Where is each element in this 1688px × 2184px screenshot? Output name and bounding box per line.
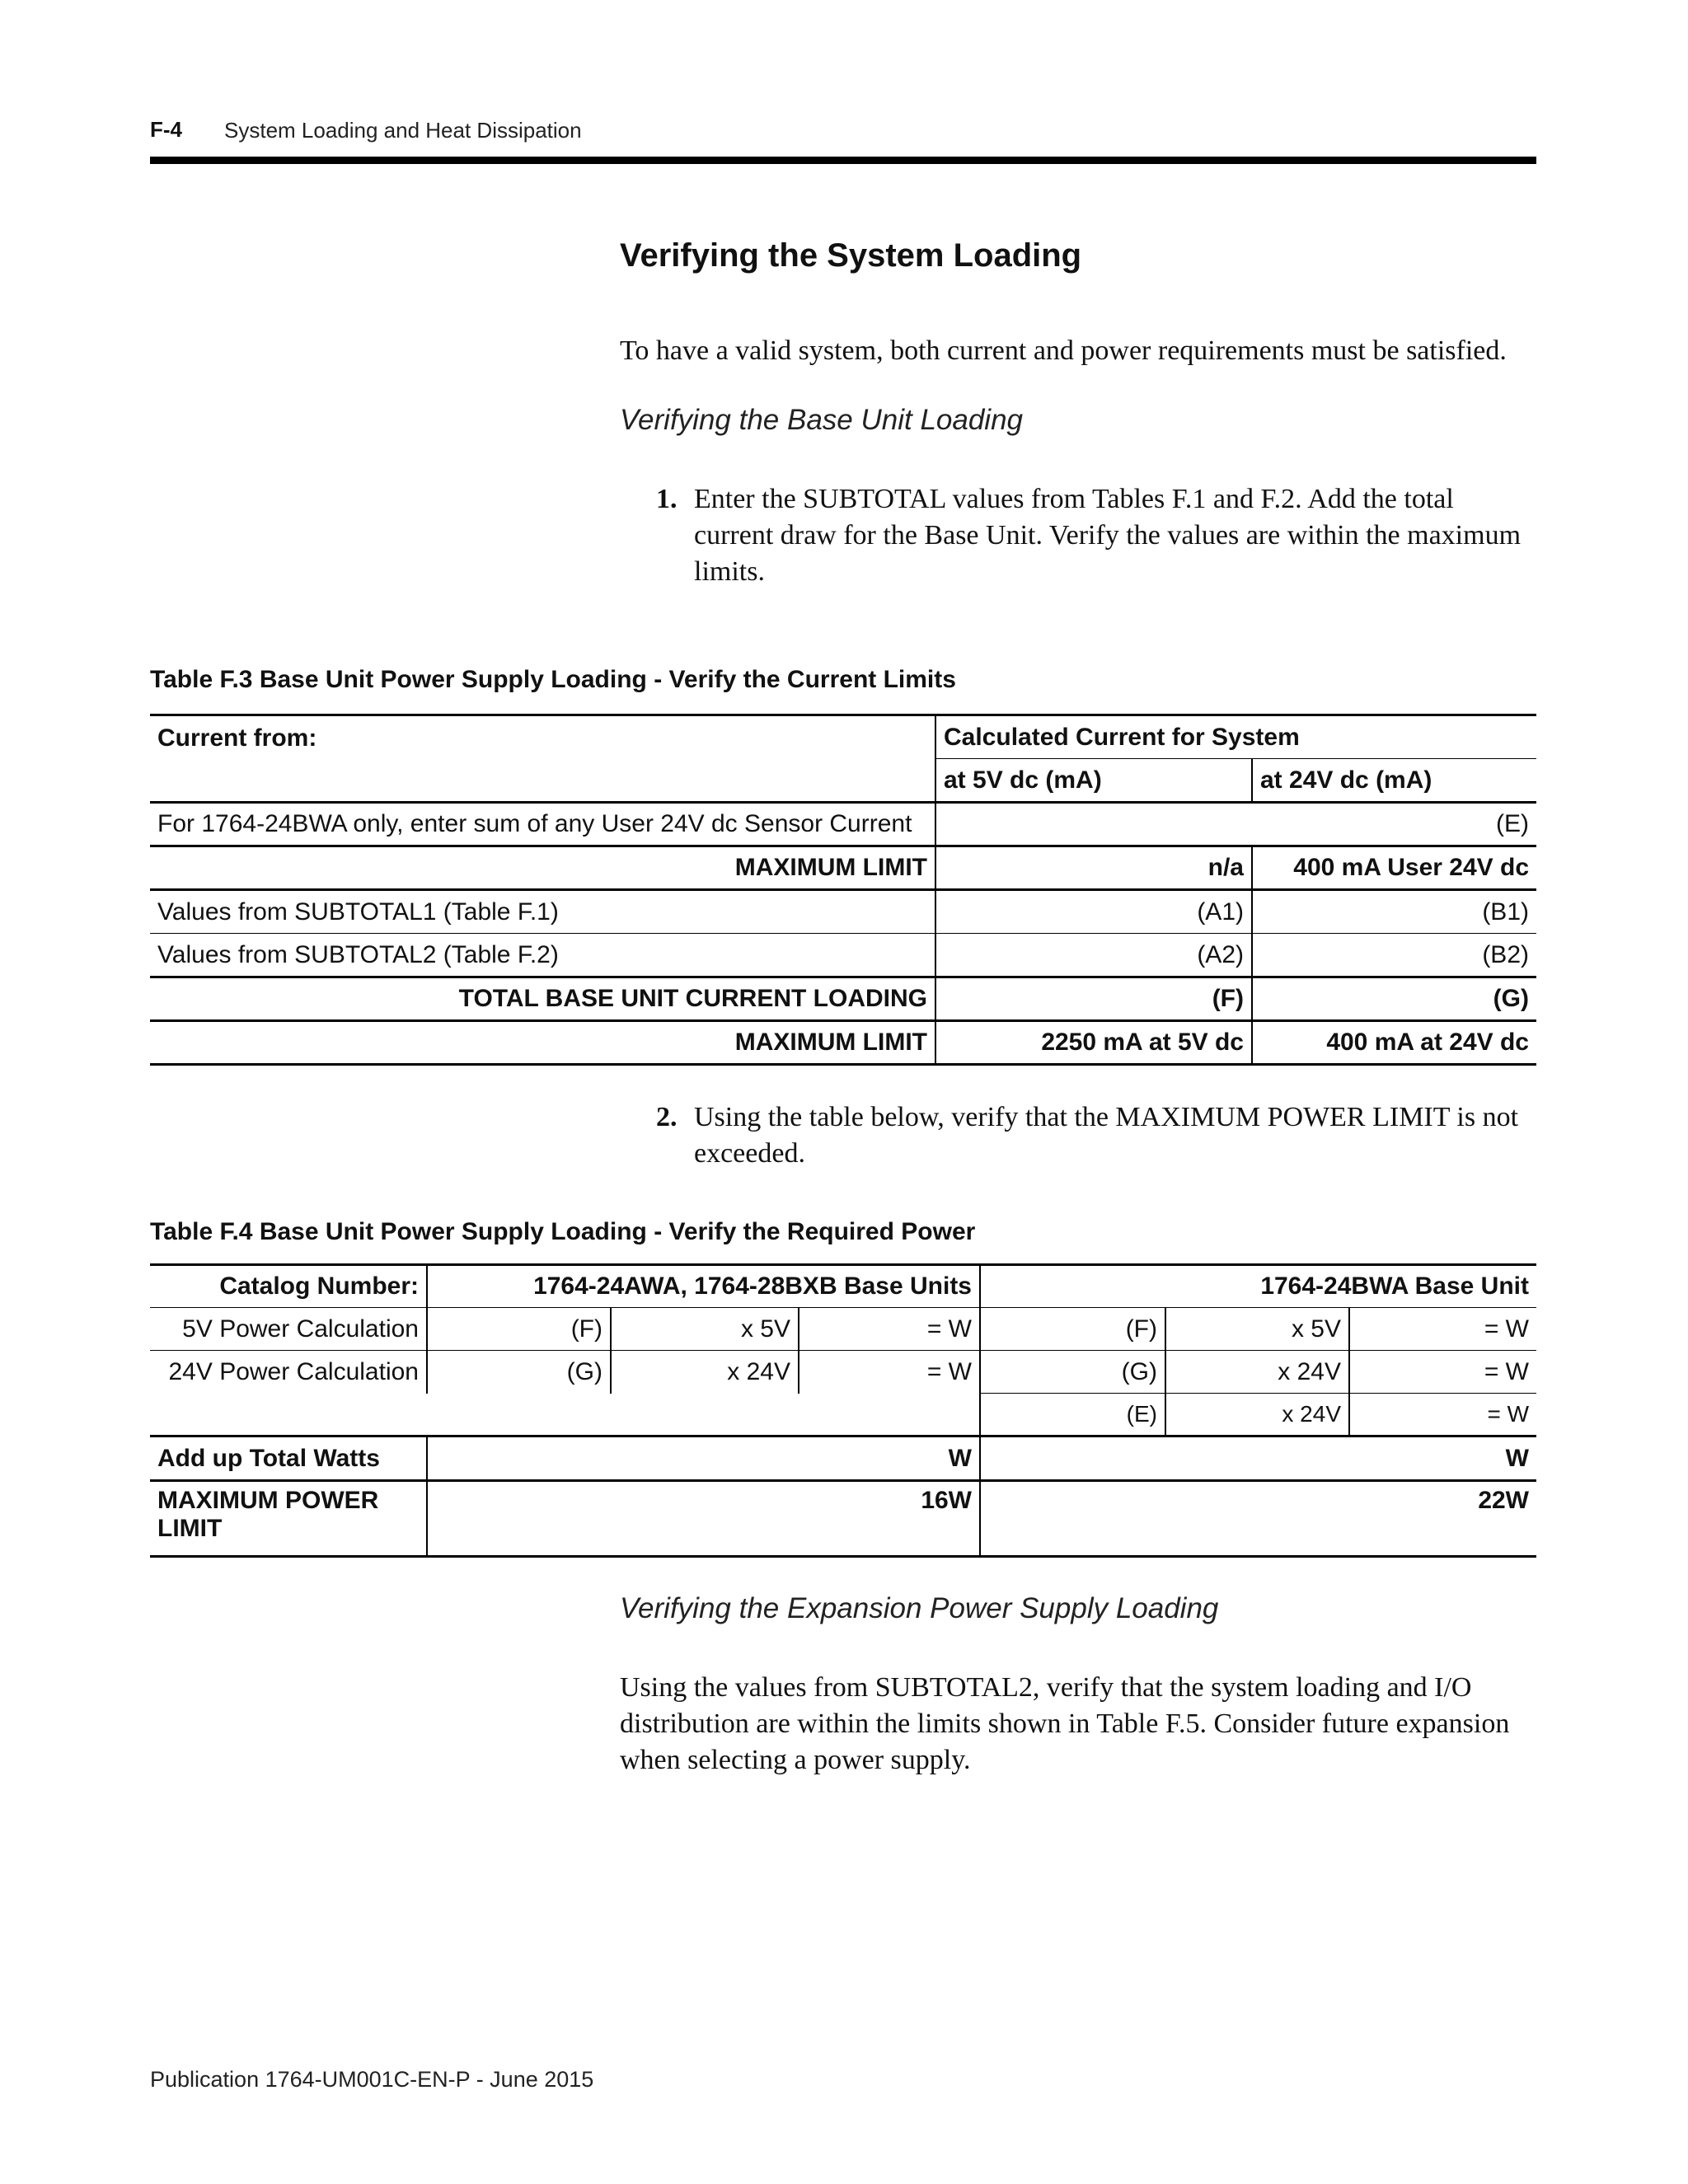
table-row xyxy=(150,1481,1536,1557)
f3-head-5v: at 5V dc (mA) xyxy=(935,759,1252,803)
table-row xyxy=(150,1351,1536,1394)
f4-max-g2: 22W xyxy=(980,1481,1536,1557)
f3-sub1-5v: (A1) xyxy=(935,890,1252,934)
f3-head-24v: at 24V dc (mA) xyxy=(1252,759,1536,803)
f3-head-current-from: Current from: xyxy=(150,715,935,803)
f4-row5-g1-c: = W xyxy=(799,1308,980,1351)
f3-total-5v: (F) xyxy=(935,977,1252,1021)
f4-total-g1: W xyxy=(427,1436,980,1481)
table-f3-caption: Table F.3 Base Unit Power Supply Loading - Verify the Current Limits xyxy=(150,666,956,693)
f4-row24-g2-c: = W xyxy=(1349,1351,1536,1394)
page-number: F-4 xyxy=(150,117,182,142)
f3-sensor-value: (E) xyxy=(935,803,1536,846)
f3-max2-label: MAXIMUM LIMIT xyxy=(150,1021,935,1065)
f4-row5-label: 5V Power Calculation xyxy=(150,1308,427,1351)
f4-row5-g2-a: (F) xyxy=(980,1308,1165,1351)
f3-sensor-label: For 1764-24BWA only, enter sum of any User 24V dc Sensor Current xyxy=(150,803,935,846)
table-row xyxy=(150,1021,1536,1065)
f4-head-group2: 1764-24BWA Base Unit xyxy=(980,1265,1536,1308)
f3-max2-5v: 2250 mA at 5V dc xyxy=(935,1021,1252,1065)
running-title: System Loading and Heat Dissipation xyxy=(224,118,582,143)
f3-sub2-24v: (B2) xyxy=(1252,934,1536,977)
step-2-number: 2. xyxy=(656,1102,678,1132)
f4-head-group1: 1764-24AWA, 1764-28BXB Base Units xyxy=(427,1265,980,1308)
f4-row5-g2-c: = W xyxy=(1349,1308,1536,1351)
f4-row24-g1-c: = W xyxy=(799,1351,980,1394)
table-row xyxy=(150,803,1536,846)
step-1-text: Enter the SUBTOTAL values from Tables F.1 and F.2. Add the total current draw for the Base Unit. Verify the values are within the maximum limits. xyxy=(694,484,1522,587)
f4-row24-label: 24V Power Calculation xyxy=(150,1351,427,1394)
f4-row5-g1-a: (F) xyxy=(427,1308,611,1351)
f4-row24-g1-a: (G) xyxy=(427,1351,611,1394)
f3-total-24v: (G) xyxy=(1252,977,1536,1021)
f4-row5-g1-b: x 5V xyxy=(611,1308,799,1351)
f3-max1-24v: 400 mA User 24V dc xyxy=(1252,846,1536,890)
step-1 xyxy=(656,481,1530,590)
expansion-paragraph: Using the values from SUBTOTAL2, verify that the system loading and I/O distribution are within the limits shown in Table F.5. Consider future expansion when selecting a power supply. xyxy=(620,1672,1510,1775)
f3-max1-5v: n/a xyxy=(935,846,1252,890)
f4-total-g2: W xyxy=(980,1436,1536,1481)
f3-sub1-24v: (B1) xyxy=(1252,890,1536,934)
table-row xyxy=(150,934,1536,977)
step-1-number: 1. xyxy=(656,484,678,514)
table-row xyxy=(150,1394,1536,1436)
subsection-title-expansion: Verifying the Expansion Power Supply Loading xyxy=(620,1592,1219,1624)
subsection-title-base-unit: Verifying the Base Unit Loading xyxy=(620,404,1024,436)
table-f3 xyxy=(150,714,1536,1066)
table-row xyxy=(150,977,1536,1021)
f4-head-catalog: Catalog Number: xyxy=(150,1265,427,1308)
f4-rowE-empty xyxy=(150,1394,980,1436)
f4-row24-g1-b: x 24V xyxy=(611,1351,799,1394)
table-f4-caption: Table F.4 Base Unit Power Supply Loading - Verify the Required Power xyxy=(150,1218,976,1245)
f4-max-label: MAXIMUM POWER LIMIT xyxy=(150,1481,427,1557)
f3-sub1-label: Values from SUBTOTAL1 (Table F.1) xyxy=(150,890,935,934)
f3-total-label: TOTAL BASE UNIT CURRENT LOADING xyxy=(150,977,935,1021)
table-row xyxy=(150,890,1536,934)
f4-rowE-g2-b: x 24V xyxy=(1165,1394,1349,1436)
step-2-text: Using the table below, verify that the MAXIMUM POWER LIMIT is not exceeded. xyxy=(694,1102,1519,1169)
footer-publication: Publication 1764-UM001C-EN-P - June 2015 xyxy=(150,2067,594,2092)
f4-row24-g2-a: (G) xyxy=(980,1351,1165,1394)
step-2 xyxy=(656,1099,1530,1172)
table-row xyxy=(150,1308,1536,1351)
table-row xyxy=(150,1436,1536,1481)
table-f4 xyxy=(150,1263,1536,1558)
f4-row5-g2-b: x 5V xyxy=(1165,1308,1349,1351)
f3-head-calculated: Calculated Current for System xyxy=(935,715,1536,759)
f4-max-g1: 16W xyxy=(427,1481,980,1557)
f3-sub2-5v: (A2) xyxy=(935,934,1252,977)
f4-rowE-g2-a: (E) xyxy=(980,1394,1165,1436)
intro-paragraph: To have a valid system, both current and power requirements must be satisfied. xyxy=(620,335,1507,366)
section-title: Verifying the System Loading xyxy=(620,237,1082,274)
header-rule xyxy=(150,157,1536,164)
table-row xyxy=(150,1265,1536,1308)
f4-total-label: Add up Total Watts xyxy=(150,1436,427,1481)
table-row xyxy=(150,846,1536,890)
f3-sub2-label: Values from SUBTOTAL2 (Table F.2) xyxy=(150,934,935,977)
f4-rowE-g2-c: = W xyxy=(1349,1394,1536,1436)
f3-max1-label: MAXIMUM LIMIT xyxy=(150,846,935,890)
f3-max2-24v: 400 mA at 24V dc xyxy=(1252,1021,1536,1065)
f4-row24-g2-b: x 24V xyxy=(1165,1351,1349,1394)
